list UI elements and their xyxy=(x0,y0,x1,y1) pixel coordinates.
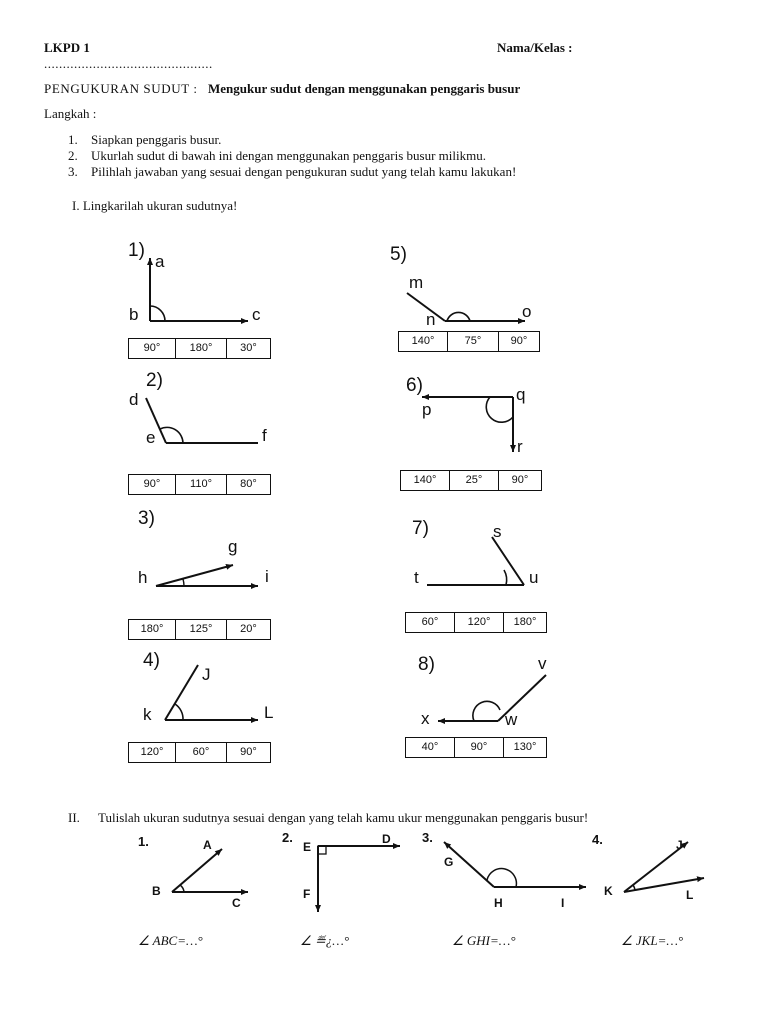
question-number: 8) xyxy=(418,654,435,675)
vertex-label: D xyxy=(382,832,391,846)
angle-4-figure xyxy=(165,665,258,720)
answer-options xyxy=(400,470,542,491)
question-number: 2) xyxy=(146,370,163,391)
vertex-label: g xyxy=(228,537,238,556)
angle-ii-2-figure xyxy=(318,846,400,912)
step-number: 3. xyxy=(68,164,78,179)
topic-heading: PENGUKURAN SUDUT : xyxy=(44,81,198,96)
vertex-label: L xyxy=(686,888,694,902)
step-text: Siapkan penggaris busur. xyxy=(91,132,222,147)
answer-options xyxy=(398,331,540,352)
question-number: 5) xyxy=(390,244,407,265)
answer-blank[interactable]: ∠ ABC=…° xyxy=(138,933,203,948)
option-cell[interactable]: 20° xyxy=(240,623,257,635)
answer-blank[interactable]: ∠ JKL=…° xyxy=(621,933,684,948)
vertex-label: s xyxy=(493,522,502,541)
option-cell[interactable]: 130° xyxy=(513,741,537,753)
option-cell[interactable]: 180° xyxy=(129,620,176,639)
vertex-label: J xyxy=(202,665,211,684)
vertex-label: r xyxy=(517,437,523,456)
vertex-label: f xyxy=(262,426,267,445)
vertex-label: L xyxy=(264,703,274,722)
option-cell[interactable]: 120° xyxy=(455,613,504,632)
option-cell[interactable]: 90° xyxy=(510,335,528,347)
answer-options xyxy=(128,619,271,640)
angle-ii-4-figure xyxy=(624,842,704,892)
option-cell[interactable]: 140° xyxy=(399,332,448,351)
vertex-label: G xyxy=(444,855,454,869)
topic-subtitle: Mengukur sudut dengan menggunakan penggaris busur xyxy=(208,81,521,96)
vertex-label: b xyxy=(129,305,139,324)
option-cell[interactable]: 75° xyxy=(448,332,499,351)
answer-options xyxy=(405,737,547,758)
option-cell[interactable]: 110° xyxy=(176,475,227,494)
vertex-label: t xyxy=(414,568,419,587)
angle-8-figure xyxy=(438,675,546,721)
question-number: 4) xyxy=(143,650,160,671)
question-number: 1) xyxy=(128,240,145,261)
angle-5-figure xyxy=(407,293,525,321)
question-number: 3) xyxy=(138,508,155,529)
angle-6-figure xyxy=(422,397,513,452)
vertex-label: d xyxy=(129,390,139,409)
vertex-label: x xyxy=(421,709,430,728)
vertex-label: H xyxy=(494,896,503,910)
item-number: 1. xyxy=(138,834,149,849)
vertex-label: o xyxy=(522,302,532,321)
option-cell[interactable]: 90° xyxy=(455,738,504,757)
option-cell[interactable]: 120° xyxy=(129,743,176,762)
option-cell[interactable]: 140° xyxy=(401,471,450,490)
vertex-label: q xyxy=(516,385,526,404)
option-cell[interactable]: 60° xyxy=(176,743,227,762)
vertex-label: w xyxy=(505,710,518,729)
answer-options xyxy=(405,612,547,633)
angle-7-figure xyxy=(427,537,524,585)
section2-number: II. xyxy=(68,810,80,825)
vertex-label: m xyxy=(409,273,424,292)
vertex-label: K xyxy=(604,884,613,898)
steps-label: Langkah : xyxy=(44,106,97,121)
answer-options xyxy=(128,474,271,495)
angle-2-figure xyxy=(146,398,258,443)
option-cell[interactable]: 180° xyxy=(513,616,537,628)
option-cell[interactable]: 90° xyxy=(511,474,529,486)
vertex-label: v xyxy=(538,654,547,673)
section2-title: Tulislah ukuran sudutnya sesuai dengan yang telah kamu ukur menggunakan penggaris busur! xyxy=(98,810,589,825)
option-cell[interactable]: 90° xyxy=(129,475,176,494)
vertex-label: a xyxy=(155,252,165,271)
name-class-label: Nama/Kelas : xyxy=(497,40,573,55)
answer-options xyxy=(128,742,271,763)
item-number: 4. xyxy=(592,832,603,847)
name-dots: ............................................. xyxy=(44,56,213,71)
vertex-label: B xyxy=(152,884,161,898)
option-cell[interactable]: 90° xyxy=(240,746,257,758)
vertex-label: p xyxy=(422,400,432,419)
vertex-label: I xyxy=(561,896,565,910)
option-cell[interactable]: 60° xyxy=(406,613,455,632)
vertex-label: i xyxy=(265,567,269,586)
vertex-label: u xyxy=(529,568,539,587)
question-number: 7) xyxy=(412,518,429,539)
answer-blank[interactable]: ∠ GHI=…° xyxy=(452,933,516,948)
worksheet-title: LKPD 1 xyxy=(44,40,90,55)
vertex-label: h xyxy=(138,568,148,587)
vertex-label: n xyxy=(426,310,436,329)
vertex-label: A xyxy=(203,838,212,852)
option-cell[interactable]: 40° xyxy=(406,738,455,757)
angle-ii-3-figure xyxy=(444,842,586,887)
item-number: 2. xyxy=(282,830,293,845)
answer-blank[interactable]: ∠ ≝¿…° xyxy=(300,933,350,948)
option-cell[interactable]: 180° xyxy=(176,339,227,358)
vertex-label: J xyxy=(676,838,683,852)
angle-ii-1-figure xyxy=(172,849,248,892)
vertex-label: c xyxy=(252,305,261,324)
vertex-label: k xyxy=(143,705,152,724)
item-number: 3. xyxy=(422,830,433,845)
step-text: Pilihlah jawaban yang sesuai dengan pengukuran sudut yang telah kamu lakukan! xyxy=(91,164,517,179)
step-text: Ukurlah sudut di bawah ini dengan menggunakan penggaris busur milikmu. xyxy=(91,148,486,163)
angle-3-figure xyxy=(156,565,258,586)
option-cell[interactable]: 125° xyxy=(176,620,227,639)
step-number: 2. xyxy=(68,148,78,163)
vertex-label: E xyxy=(303,840,312,854)
step-number: 1. xyxy=(68,132,78,147)
option-cell[interactable]: 25° xyxy=(450,471,499,490)
option-cell[interactable]: 80° xyxy=(240,478,257,490)
section1-title: I. Lingkarilah ukuran sudutnya! xyxy=(72,198,238,213)
question-number: 6) xyxy=(406,375,423,396)
option-cell[interactable]: 30° xyxy=(240,342,257,354)
vertex-label: F xyxy=(303,887,311,901)
vertex-label: C xyxy=(232,896,241,910)
angle-1-figure xyxy=(150,258,248,321)
vertex-label: e xyxy=(146,428,156,447)
answer-options xyxy=(128,338,271,359)
option-cell[interactable]: 90° xyxy=(129,339,176,358)
